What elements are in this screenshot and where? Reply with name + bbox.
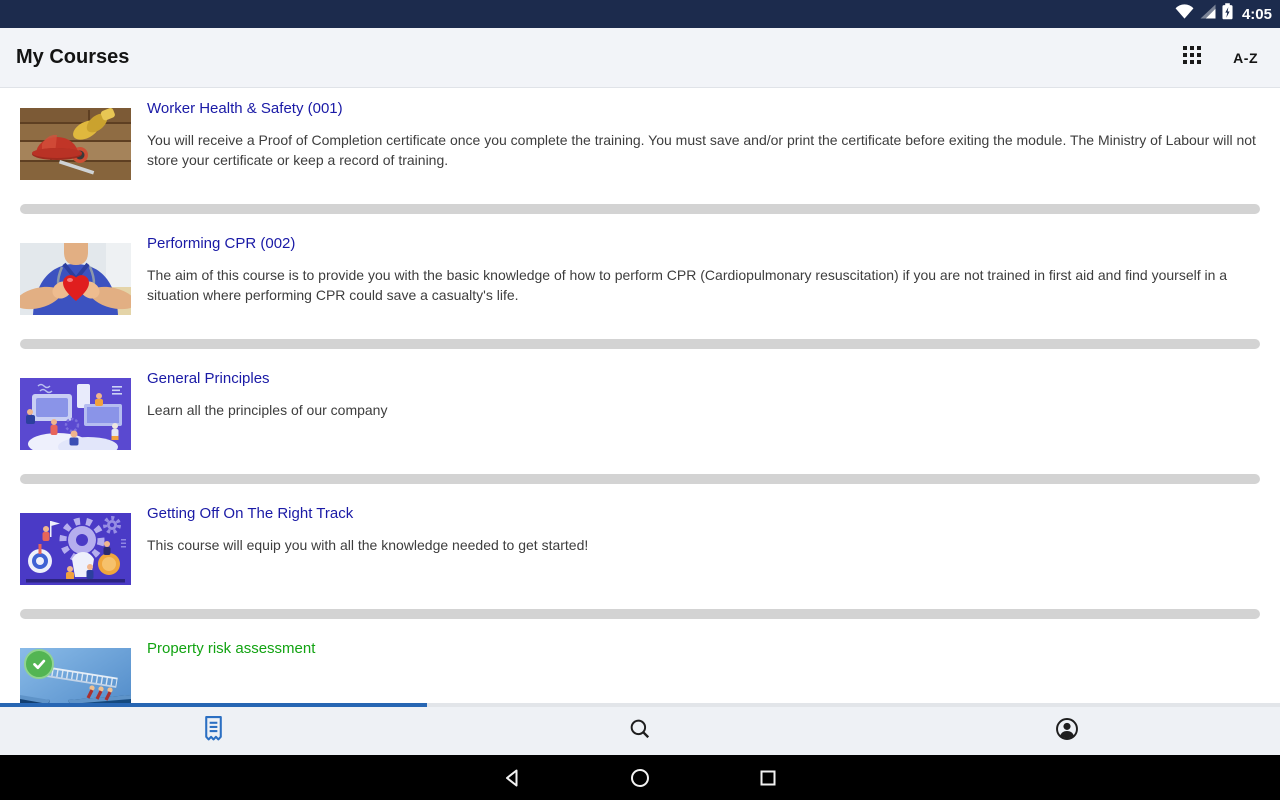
course-thumbnail-hard-hat (20, 108, 131, 180)
course-thumbnail-cpr-heart (20, 243, 131, 315)
course-progress-bar (20, 474, 1260, 484)
course-progress-bar (20, 204, 1260, 214)
course-description: This course will equip you with all the knowledge needed to get started! (147, 537, 589, 553)
tab-indicator-track (0, 703, 1280, 707)
app-bar (0, 28, 1280, 88)
person-circle-icon (1054, 716, 1080, 747)
back-button[interactable] (500, 766, 524, 790)
course-progress-bar (20, 609, 1260, 619)
course-item-general-principles[interactable] (0, 358, 1280, 493)
course-progress-bar (20, 339, 1260, 349)
search-icon (627, 716, 653, 747)
course-description: The aim of this course is to provide you with the basic knowledge of how to perform CPR (Cardiopulmonary resuscitation) if you are not trained in first aid and find yourself in a situation where performing CPR could save a casualty's life. (147, 267, 1228, 303)
battery-charging-icon (1222, 3, 1233, 25)
clock: 4:05 (1241, 5, 1272, 23)
tab-courses[interactable] (0, 707, 427, 755)
receipt-list-icon (201, 715, 226, 747)
tab-search[interactable] (427, 707, 854, 755)
course-title[interactable]: General Principles (147, 370, 270, 387)
app-bar-actions (1183, 46, 1258, 69)
course-title[interactable]: Getting Off On The Right Track (147, 505, 354, 522)
course-item-getting-off-right-track[interactable] (0, 493, 1280, 628)
cell-signal-icon (1200, 4, 1216, 24)
course-list (0, 88, 1280, 703)
course-title[interactable]: Performing CPR (002) (147, 235, 296, 252)
wifi-icon (1175, 4, 1194, 24)
course-thumbnail-bridge (20, 648, 131, 703)
bottom-navigation (0, 707, 1280, 755)
course-description: Learn all the principles of our company (147, 402, 388, 418)
active-tab-indicator (0, 703, 427, 707)
android-navigation-bar (0, 755, 1280, 800)
course-thumbnail-teamwork (20, 378, 131, 450)
page-title: My Courses (16, 46, 130, 68)
grid-view-icon[interactable] (1183, 46, 1201, 69)
course-item-property-risk-assessment[interactable] (0, 628, 1280, 703)
course-description: You will receive a Proof of Completion certificate once you complete the training. You must save and/or print the certificate before exiting the module. The Ministry of Labour will not store your certificate or keep a record of training. (147, 132, 1256, 168)
status-bar (0, 0, 1280, 28)
course-title[interactable]: Worker Health & Safety (001) (147, 100, 343, 117)
course-title[interactable]: Property risk assessment (147, 640, 316, 657)
completed-checkmark-icon (24, 649, 54, 679)
course-thumbnail-gears-target (20, 513, 131, 585)
recents-button[interactable] (756, 766, 780, 790)
tab-profile[interactable] (853, 707, 1280, 755)
course-item-worker-health-safety[interactable] (0, 88, 1280, 223)
course-item-performing-cpr[interactable] (0, 223, 1280, 358)
home-button[interactable] (628, 766, 652, 790)
sort-a-z-button[interactable]: A-Z (1233, 49, 1258, 66)
